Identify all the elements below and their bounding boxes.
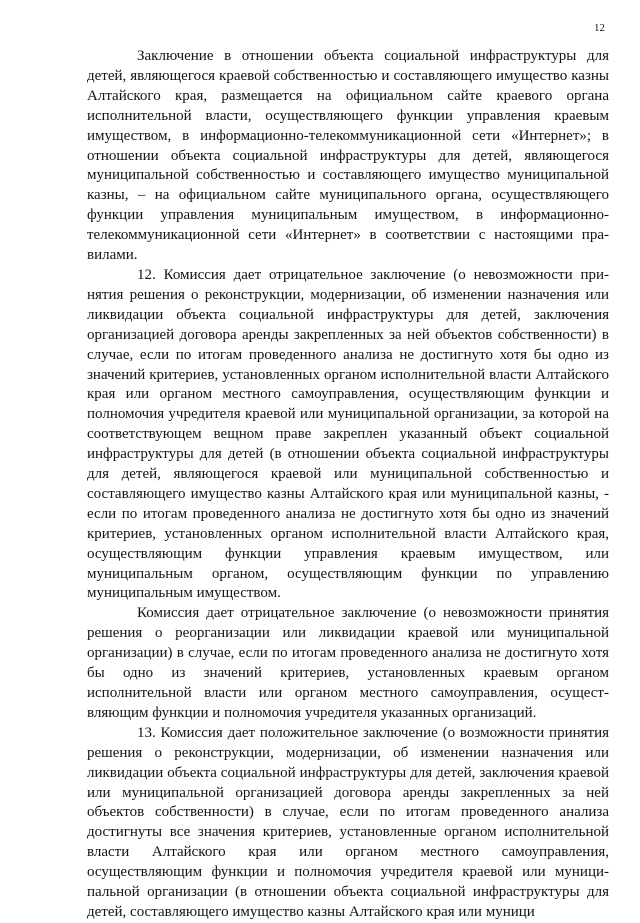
paragraph-conclusion-publication: Заключение в отношении объекта социальной инфраструктуры для детей, являющегося краевой собственностью и составляющего имущество казны Алтайского края, размещается на официальном сайте краевого органа исполнительной власти, осуществляющего функции управления краевым имуществом, в информационно-телекоммуникационной сети «Интернет»; в отношении объекта социальной инфраструктуры для детей, являющегося муниципальной собственностью и составляющего имущество муниципальной казны, – на официальном сайте муниципального органа, осуществляющего функции управления муниципальным имуществом, в информационно-телекоммуникационной сети «Интернет» в соответствии с настоящими правилами. bbox=[87, 48, 609, 264]
page-number: 12 bbox=[594, 22, 605, 34]
paragraph-item-13-positive-conclusion: 13. Комиссия дает положительное заключение (о возможности принятия решения о реконструкции, модернизации, об изменении назначения или ликвидации объекта социальной инфраструктуры для детей, заключения краевой или муниципальной организацией договора аренды закрепленных за ней объектов собственности) в случае, если по итогам проведенного анализа достигнуты все значения критериев, установленные органом исполнительной власти Алтайского края или органом местного самоуправления, осуществляющим функции и полномочия учредителя краевой или муниципальной организации (в отношении объекта социальной инфраструктуры для детей, составляющего имущество казны Алтайского края или муници bbox=[87, 724, 609, 920]
paragraph-item-12-negative-conclusion: 12. Комиссия дает отрицательное заключение (о невозможности принятия решения о реконструкции, модернизации, об изменении назначения или ликвидации объекта социальной инфраструктуры для детей, заключения организацией договора аренды закрепленных за ней объектов собственности) в случае, если по итогам проведенного анализа не достигнуто хотя бы одно из значений критериев, установленных органом исполнительной власти Алтайского края или органом местного самоуправления, осуществляющим функции и полномочия учредителя краевой или муниципальной организации, за которой на соответствующем вещном праве закреплен указанный объект социальной инфраструктуры для детей (в отношении объекта социальной инфраструктуры для детей, являющегося краевой или муниципальной собственностью и составляющего имущество казны Алтайского края или муниципальной казны, - если по итогам проведенного анализа не достигнуто хотя бы одно из значений критериев, установленных органом исполнительной власти Алтайского края, осуществляющим функции управления краевым имуществом, или муниципальным органом, осуществляющим функции по управлению муниципальным имуществом. bbox=[87, 266, 609, 602]
paragraph-negative-conclusion-reorganization: Комиссия дает отрицательное заключение (о невозможности принятия решения о реорганизации или ликвидации краевой или муниципальной организации) в случае, если по итогам проведенного анализа не достигнуто хотя бы одно из значений критериев, установленных краевым органом исполнительной власти или органом местного самоуправления, осуществляющим функции и полномочия учредителя указанных организаций. bbox=[87, 605, 609, 721]
document-body bbox=[87, 47, 609, 923]
